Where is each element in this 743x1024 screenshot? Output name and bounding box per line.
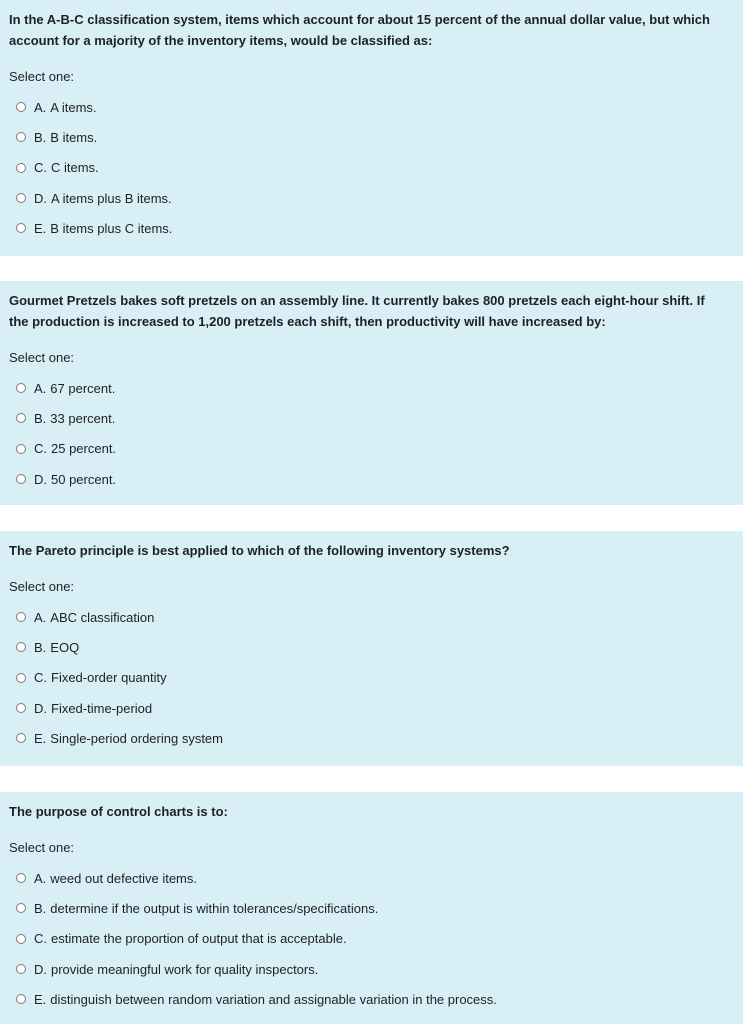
- question-1: [0, 0, 743, 256]
- option-d[interactable]: D. provide meaningful work for quality inspectors.: [9, 954, 743, 984]
- question-2: [0, 281, 743, 505]
- question-text: The purpose of control charts is to:: [9, 804, 228, 819]
- option-d[interactable]: D. 50 percent.: [9, 464, 743, 494]
- answer-options: [9, 92, 743, 243]
- option-c[interactable]: C. C items.: [9, 153, 743, 183]
- select-one-label: Select one:: [9, 350, 75, 365]
- option-c[interactable]: C. Fixed-order quantity: [9, 663, 743, 693]
- option-a[interactable]: A. ABC classification: [9, 602, 743, 632]
- radio-icon[interactable]: [16, 474, 26, 484]
- select-one-label: Select one:: [9, 840, 75, 855]
- option-e[interactable]: E. distinguish between random variation and assignable variation in the process.: [9, 984, 743, 1014]
- option-d[interactable]: D. A items plus B items.: [9, 183, 743, 213]
- answer-options: [9, 602, 743, 753]
- option-a[interactable]: A. 67 percent.: [9, 373, 743, 403]
- radio-icon[interactable]: [16, 132, 26, 142]
- radio-icon[interactable]: [16, 673, 26, 683]
- radio-icon[interactable]: [16, 964, 26, 974]
- option-d[interactable]: D. Fixed-time-period: [9, 693, 743, 723]
- select-one-label: Select one:: [9, 69, 75, 84]
- radio-icon[interactable]: [16, 642, 26, 652]
- question-text: In the A-B-C classification system, items which account for about 15 percent of the annual dollar value, but which account for a majority of the inventory items, would be classified as:: [9, 12, 710, 48]
- answer-options: [9, 373, 743, 494]
- option-a[interactable]: A. A items.: [9, 92, 743, 122]
- option-e[interactable]: E. Single-period ordering system: [9, 723, 743, 753]
- option-b[interactable]: B. 33 percent.: [9, 403, 743, 433]
- radio-icon[interactable]: [16, 873, 26, 883]
- option-c[interactable]: C. estimate the proportion of output that is acceptable.: [9, 924, 743, 954]
- question-3: [0, 531, 743, 766]
- question-text: The Pareto principle is best applied to which of the following inventory systems?: [9, 543, 510, 558]
- radio-icon[interactable]: [16, 994, 26, 1004]
- radio-icon[interactable]: [16, 444, 26, 454]
- option-a[interactable]: A. weed out defective items.: [9, 863, 743, 893]
- radio-icon[interactable]: [16, 383, 26, 393]
- option-b[interactable]: B. B items.: [9, 122, 743, 152]
- option-b[interactable]: B. determine if the output is within tolerances/specifications.: [9, 893, 743, 923]
- answer-options: [9, 863, 743, 1014]
- radio-icon[interactable]: [16, 102, 26, 112]
- radio-icon[interactable]: [16, 223, 26, 233]
- option-c[interactable]: C. 25 percent.: [9, 434, 743, 464]
- question-4: [0, 792, 743, 1024]
- radio-icon[interactable]: [16, 903, 26, 913]
- radio-icon[interactable]: [16, 733, 26, 743]
- radio-icon[interactable]: [16, 193, 26, 203]
- radio-icon[interactable]: [16, 163, 26, 173]
- radio-icon[interactable]: [16, 934, 26, 944]
- select-one-label: Select one:: [9, 579, 75, 594]
- radio-icon[interactable]: [16, 703, 26, 713]
- option-e[interactable]: E. B items plus C items.: [9, 213, 743, 243]
- radio-icon[interactable]: [16, 612, 26, 622]
- radio-icon[interactable]: [16, 413, 26, 423]
- question-text: Gourmet Pretzels bakes soft pretzels on an assembly line. It currently bakes 800 pretzels each eight-hour shift. If the production is increased to 1,200 pretzels each shift, then productivity will have increased by:: [9, 293, 705, 329]
- option-b[interactable]: B. EOQ: [9, 632, 743, 662]
